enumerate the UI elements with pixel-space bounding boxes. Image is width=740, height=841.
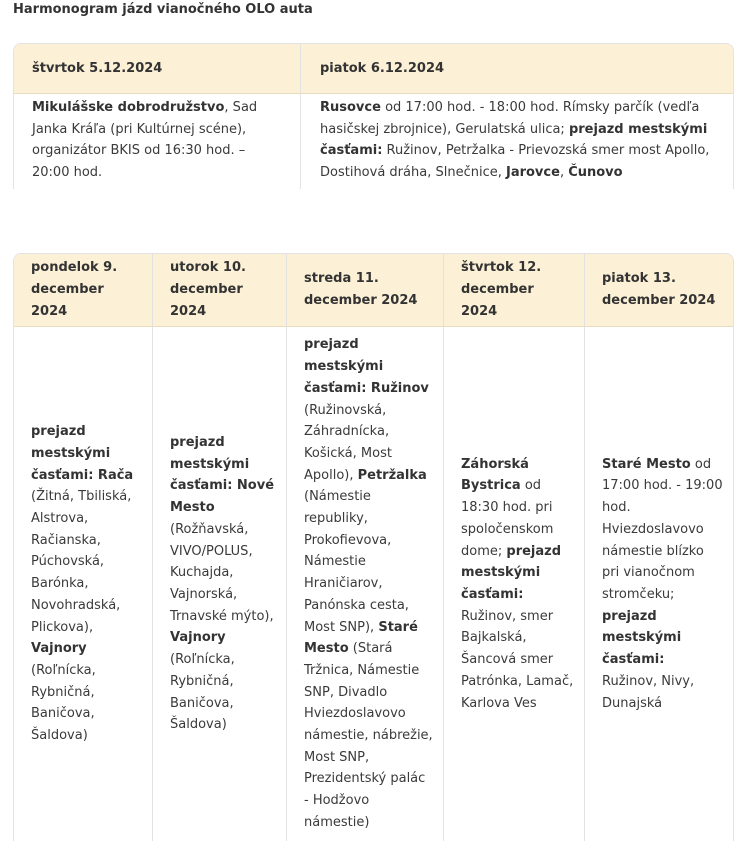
schedule-table-week-1	[13, 43, 734, 189]
cell-friday-6	[301, 94, 733, 189]
header-cell-monday-9: pondelok 9. december 2024	[14, 254, 153, 326]
table-row	[14, 94, 733, 189]
text-segment: (Roľnícka, Rybničná, Baničova, Šaldova)	[31, 662, 96, 744]
cell-thursday-5	[14, 94, 301, 189]
cell-friday-13	[585, 327, 733, 841]
header-cell-thursday-12: štvrtok 12. december 2024	[444, 254, 585, 326]
bold-text-segment: prejazd mestskými časťami:	[461, 543, 562, 602]
cell-text	[461, 454, 574, 714]
bold-text-segment: Vajnory	[170, 630, 226, 646]
bold-text-segment: Čunovo	[568, 165, 623, 181]
bold-text-segment: Záhorská Bystrica	[461, 456, 529, 494]
cell-text	[602, 454, 723, 714]
header-cell-thursday-5: štvrtok 5.12.2024	[14, 44, 301, 93]
text-segment: (Stará Tržnica, Námestie SNP, Divadlo Hviezdoslavovo námestie, nábrežie, Most SNP, Prezidentský palác - Hodžovo námestie)	[304, 641, 433, 830]
text-segment: Ružinov, Nivy, Dunajská	[602, 673, 695, 711]
schedule-table-week-2	[13, 253, 734, 841]
bold-text-segment: prejazd mestskými časťami: Ružinov	[304, 337, 429, 396]
bold-text-segment: Staré Mesto	[304, 619, 418, 657]
bold-text-segment: Petržalka	[357, 467, 427, 483]
table-row	[14, 327, 733, 841]
bold-text-segment: Vajnory	[31, 641, 87, 657]
bold-text-segment: prejazd mestskými časťami:	[320, 121, 708, 159]
cell-text	[304, 334, 433, 833]
cell-text	[32, 97, 284, 184]
cell-wednesday-11	[287, 327, 444, 841]
text-segment: (Žitná, Tbiliská, Alstrova, Račianska, Púchovská, Barónka, Novohradská, Plickova),	[31, 489, 132, 635]
text-segment: (Námestie republiky, Prokofievova, Námestie Hraničiarov, Panónska cesta, Most SNP),	[304, 489, 409, 635]
bold-text-segment: Rusovce	[320, 100, 381, 115]
bold-text-segment: prejazd mestskými časťami: Nové Mesto	[170, 435, 275, 516]
header-cell-tuesday-10: utorok 10. december 2024	[153, 254, 287, 326]
bold-text-segment: Jarovce	[505, 165, 560, 181]
text-segment: , Sad Janka Kráľa (pri Kultúrnej scéne), organizátor BKIS od 16:30 hod. – 20:00 hod.	[32, 100, 258, 181]
bold-text-segment: Staré Mesto	[602, 456, 691, 472]
page-title: Harmonogram jázd vianočného OLO auta	[13, 2, 313, 17]
text-segment: od 17:00 hod. - 19:00 hod. Hviezdoslavovo námestie blízko pri vianočnom stromčeku;	[602, 456, 723, 602]
cell-text	[320, 97, 715, 184]
cell-thursday-12	[444, 327, 585, 841]
cell-text	[170, 432, 276, 736]
text-segment: (Rožňavská, VIVO/POLUS, Kuchajda, Vajnorská, Trnavské mýto),	[170, 521, 274, 624]
cell-monday-9	[14, 327, 153, 841]
bold-text-segment: prejazd mestskými časťami:	[602, 608, 682, 668]
header-cell-wednesday-11: streda 11. december 2024	[287, 254, 444, 326]
text-segment: od 17:00 hod. - 18:00 hod. Rímsky parčík (vedľa hasičskej zbrojnice), Gerulatská ulica;	[320, 100, 700, 137]
cell-tuesday-10	[153, 327, 287, 841]
bold-text-segment: Mikulášske dobrodružstvo	[32, 100, 225, 115]
text-segment: ,	[559, 165, 569, 181]
text-segment: (Roľnícka, Rybničná, Baničova, Šaldova)	[170, 652, 235, 733]
header-cell-friday-6: piatok 6.12.2024	[320, 60, 445, 76]
bold-text-segment: prejazd mestskými časťami: Rača	[31, 424, 134, 483]
table-header-row	[14, 254, 733, 327]
text-segment: Ružinov, smer Bajkalská, Šancová smer Patrónka, Lamač, Karlova Ves	[461, 608, 574, 711]
text-segment: od 18:30 hod. pri spoločenskom dome;	[461, 478, 554, 559]
text-segment: (Ružinovská, Záhradnícka, Košická, Most Apollo),	[304, 402, 392, 483]
table-header-row	[14, 44, 733, 94]
cell-text	[31, 421, 142, 747]
header-cell-friday-13: piatok 13. december 2024	[602, 271, 716, 308]
text-segment: Ružinov, Petržalka - Prievozská smer most Apollo, Dostihová dráha, Slnečnice,	[320, 143, 710, 181]
